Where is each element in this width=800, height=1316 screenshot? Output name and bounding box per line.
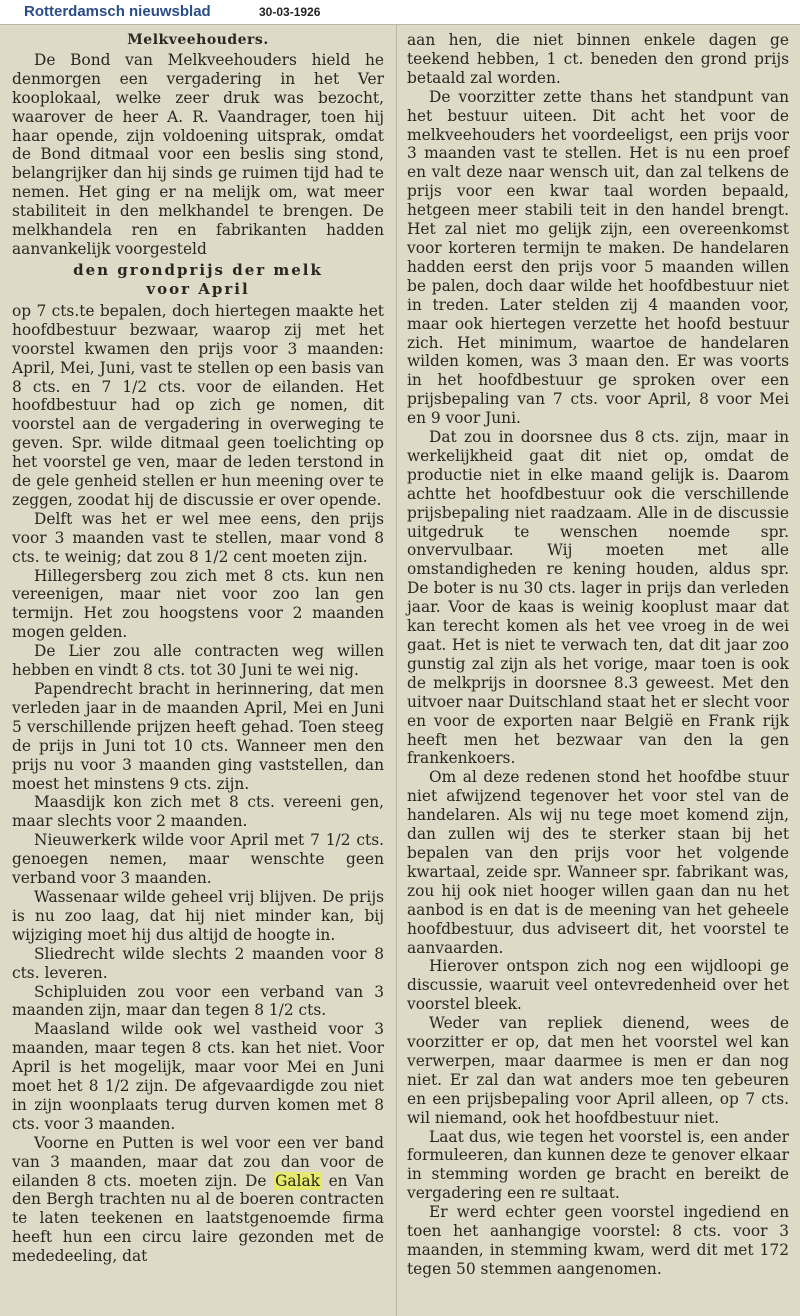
paragraph: Maasdijk kon zich met 8 cts. vereeni gen, maar slechts voor 2 maanden. xyxy=(12,793,384,831)
paragraph: Dat zou in doorsnee dus 8 cts. zijn, maar in werkelijkheid gaat dit niet op, omdat de productie niet in elke maand gelijk is. Daarom achtte het hoofdbestuur ook die verschillende prijsbepaling niet raadzaam. Alle in de discussie uitgedruk te wenschen noemde spr. onvervulbaar. Wij moeten met alle omstandigheden re kening houden, aldus spr. De boter is nu 30 cts. lager in prijs dan verleden jaar. Voor de kaas is weinig kooplust maar dat kan terecht komen als het vee vroeg in de wei gaat. Het is niet te verwach ten, dat dit jaar zoo gunstig zal zijn als het vorige, maar toen is ook de melkprijs in doorsnee 8.3 geweest. Met den uitvoer naar Duitschland staat het er slecht voor en voor de exporten naar België en Frank rijk heeft men het bezwaar van den la gen frankenkoers. xyxy=(407,428,789,768)
paragraph: Schipluiden zou voor een verband van 3 maanden zijn, maar dan tegen 8 1/2 cts. xyxy=(12,982,384,1020)
paragraph: Wassenaar wilde geheel vrij blijven. De prijs is nu zoo laag, dat hij niet minder kan, bij wijziging moet hij dus altijd de hoogte in. xyxy=(12,887,384,944)
paragraph: Papendrecht bracht in herinnering, dat men verleden jaar in de maanden April, Mei en Juni 5 verschillende prijzen heeft gehad. Toen steeg de prijs in Juni tot 10 cts. Wanneer men den prijs nu voor 3 maanden ging vaststellen, dan moest het minstens 9 cts. zijn. xyxy=(12,680,384,793)
paragraph-text: en Van den Bergh trachten nu al de boeren contracten te laten teekenen en laatstgenoemde firma heeft hun een circu laire gezonden met de mededeeling, dat xyxy=(12,1171,384,1266)
paragraph: De voorzitter zette thans het standpunt van het bestuur uiteen. Dit acht het voor de melkveehouders het voordeeligst, een prijs voor 3 maanden vast te stellen. Het is nu een proef en valt deze naar wensch uit, dan zal telkens de prijs voor een kwar taal worden bepaald, hetgeen meer stabili teit in den handel brengt. Het zal niet mo gelijk zijn, een overeenkomst voor korteren termijn te maken. De handelaren hadden eerst den prijs voor 5 maanden willen be palen, doch daar wilde het hoofdbestuur niet in treden. Later stelden zij 4 maanden voor, maar ook hiertegen verzette het hoofd bestuur zich. Het minimum, waartoe de handelaren wilden komen, was 3 maan den. Er was voorts in het hoofdbestuur ge sproken over een prijsbepaling van 7 cts. voor April, 8 voor Mei en 9 voor Juni. xyxy=(407,87,789,428)
paragraph: De Lier zou alle contracten weg willen hebben en vindt 8 cts. tot 30 Juni te wei nig. xyxy=(12,642,384,680)
paragraph: aan hen, die niet binnen enkele dagen ge teekend hebben, 1 ct. beneden den grond prijs betaald zal worden. xyxy=(407,31,789,87)
paragraph: Er werd echter geen voorstel ingediend en toen het aanhangige voorstel: 8 cts. voor 3 maanden, in stemming kwam, werd dit met 172 tegen 50 stemmen aangenomen. xyxy=(407,1203,789,1278)
article-column-right xyxy=(396,25,800,1316)
paragraph: Weder van repliek dienend, wees de voorzitter er op, dat men het voorstel wel kan verwerpen, maar daarmee is men er dan nog niet. Er zal dan wat anders moe ten gebeuren en een prijsbepaling voor April alleen, op 7 cts. wil niemand, ook het hoofdbestuur niet. xyxy=(407,1014,789,1127)
paragraph: Hillegersberg zou zich met 8 cts. kun nen vereenigen, maar niet voor zoo lan gen termijn. Het zou hoogstens voor 2 maanden mogen gelden. xyxy=(12,566,384,642)
paragraph: Delft was het er wel mee eens, den prijs voor 3 maanden vast te stellen, maar vond 8 cts. te weinig; dat zou 8 1/2 cent moeten zijn. xyxy=(12,509,384,566)
article-heading: Melkveehouders. xyxy=(127,32,269,48)
clipping-header xyxy=(0,0,800,25)
column-text-left xyxy=(12,31,384,1266)
paragraph-text: Voorne en Putten is wel voor een ver band van 3 maanden, maar dat zou dan voor de eilanden 8 cts. moeten zijn. De xyxy=(12,1133,384,1190)
paragraph: De Bond van Melkveehouders hield he denmorgen een vergadering in het Ver kooplokaal, welke zeer druk was bezocht, waarover de heer A. R. Vaandrager, toen hij haar opende, zijn voldoening uitsprak, omdat de Bond ditmaal voor een beslis sing stond, belangrijker dan hij sinds ge ruimen tijd had te nemen. Het ging er na melijk om, wat meer stabiliteit in den melkhandel te brengen. De melkhandela ren en fabrikanten hadden aanvankelijk voorgesteld xyxy=(12,50,384,258)
publication-date: 30-03-1926 xyxy=(259,5,321,19)
paragraph: Maasland wilde ook wel vastheid voor 3 maanden, maar tegen 8 cts. kan het niet. Voor April is het mogelijk, maar voor Mei en Juni moet het 8 1/2 zijn. De afgevaardigde zou niet in zijn woonplaats terug durven komen met 8 cts. voor 3 maanden. xyxy=(12,1020,384,1133)
paragraph: op 7 cts.te bepalen, doch hiertegen maakte het hoofdbestuur bezwaar, waarop zij met het voorstel kwamen den prijs voor 3 maanden: April, Mei, Juni, vast te stellen op een basis van 8 cts. en 7 1/2 cts. voor de eilanden. Het hoofdbestuur had op zich ge nomen, dit voorstel aan de vergadering in overweging te geven. Spr. wilde ditmaal geen toelichting op het voorstel ge ven, maar de leden terstond in de gele genheid stellen er hun meening over te zeggen, zoodat hij de discussie er over opende. xyxy=(12,301,384,509)
paragraph xyxy=(12,1134,384,1266)
search-highlight: Galak xyxy=(275,1171,320,1190)
paragraph: Om al deze redenen stond het hoofdbe stuur niet afwijzend tegenover het voor stel van de handelaren. Als wij nu tege moet komend zijn, dan zullen wij des te sterker staan bij het bepalen van den prijs voor het volgende kwartaal, zeide spr. Wanneer spr. fabrikant was, zou hij ook niet hooger willen gaan dan nu het aanbod is en dat is de meening van het geheele hoofdbestuur, dus adviseert dit, het voorstel te aanvaarden. xyxy=(407,768,789,957)
subheading-line-2: voor April xyxy=(146,279,250,298)
paragraph: Sliedrecht wilde slechts 2 maanden voor 8 cts. leveren. xyxy=(12,944,384,982)
paragraph: Laat dus, wie tegen het voorstel is, een ander formuleeren, dan kunnen deze te genover elkaar in stemming worden ge bracht en bereikt de vergadering een re sultaat. xyxy=(407,1127,789,1203)
subheading-line-1: den grondprijs der melk xyxy=(73,260,323,279)
paragraph: Hierover ontspon zich nog een wijdloopi ge discussie, waaruit veel ontevredenheid over het voorstel bleek. xyxy=(407,957,789,1014)
column-text-right xyxy=(407,31,789,1279)
newspaper-title[interactable]: Rotterdamsch nieuwsblad xyxy=(24,3,211,20)
paragraph: Nieuwerkerk wilde voor April met 7 1/2 cts. genoegen nemen, maar wenschte geen verband voor 3 maanden. xyxy=(12,831,384,888)
article-subheading xyxy=(12,261,384,299)
article-column-left xyxy=(0,25,396,1316)
